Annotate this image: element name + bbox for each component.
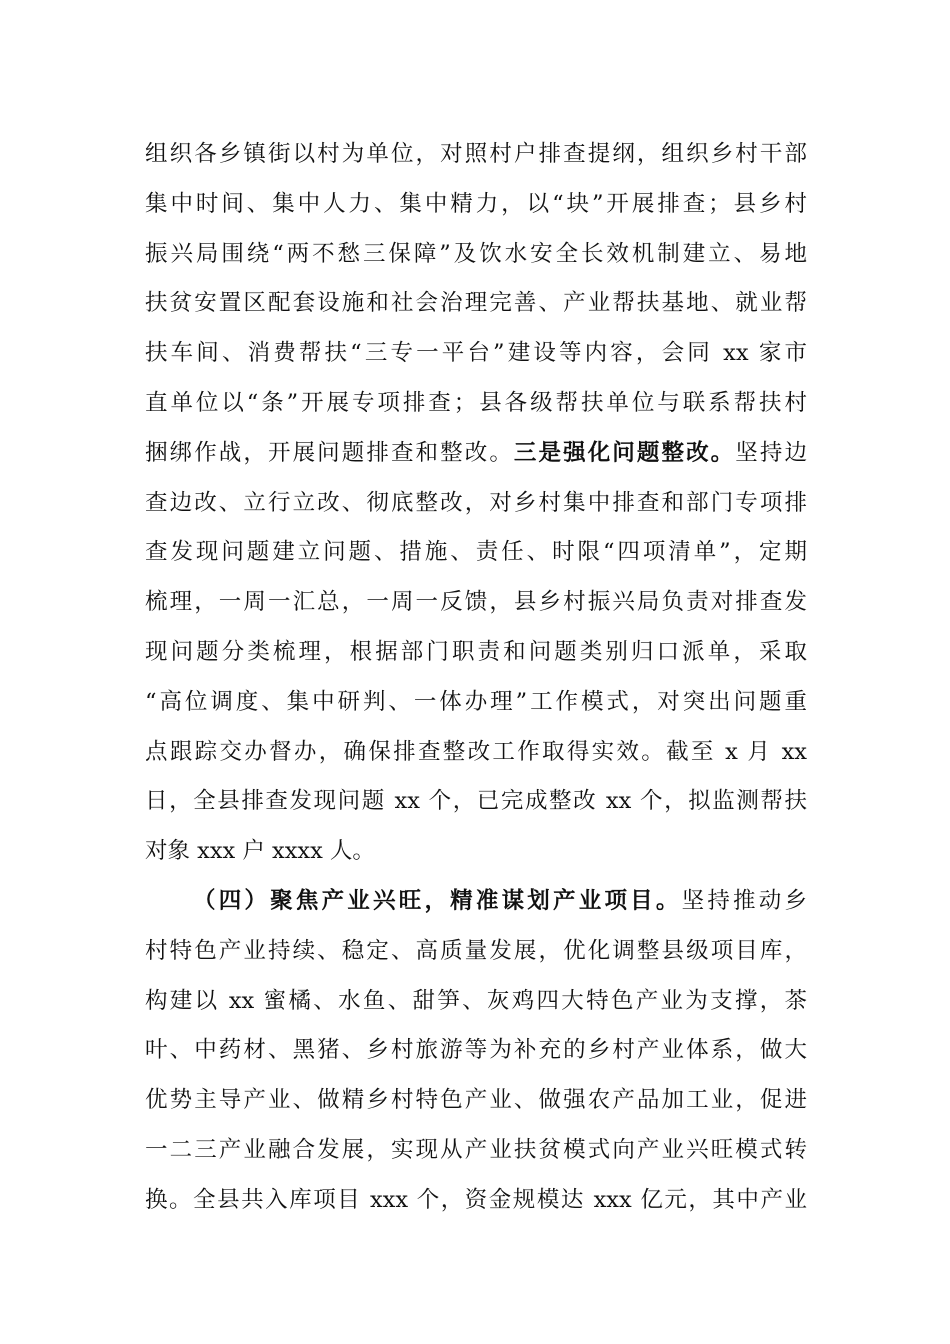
text-segment: 坚持边 [735, 439, 807, 466]
text-line [145, 877, 807, 927]
text-segment: 现问题分类梳理，根据部门职责和问题类别归口派单，采取 [145, 638, 807, 665]
text-line [145, 379, 807, 429]
text-line [145, 977, 807, 1027]
text-segment: 日，全县排查发现问题 xx 个，已完成整改 xx 个，拟监测帮扶 [145, 788, 807, 815]
text-line [145, 329, 807, 379]
text-line [145, 1076, 807, 1126]
text-line [145, 1176, 807, 1226]
text-line [145, 578, 807, 628]
text-line [145, 279, 807, 329]
text-line [145, 130, 807, 180]
bold-heading-text: （四）聚焦产业兴旺，精准谋划产业项目。 [193, 887, 682, 914]
bold-heading-text: 三是强化问题整改。 [513, 439, 736, 466]
text-line [145, 230, 807, 280]
text-segment: 坚持推动乡 [681, 887, 807, 914]
text-segment: 优势主导产业、做精乡村特色产业、做强农产品加工业，促进 [145, 1087, 807, 1114]
text-line [145, 827, 807, 877]
text-segment: 梳理，一周一汇总，一周一反馈，县乡村振兴局负责对排查发 [145, 589, 807, 616]
text-segment: 查发现问题建立问题、措施、责任、时限“四项清单”，定期 [145, 539, 807, 566]
text-line [145, 628, 807, 678]
text-segment: 组织各乡镇街以村为单位，对照村户排查提纲，组织乡村干部 [145, 141, 807, 167]
text-segment: 构建以 xx 蜜橘、水鱼、甜笋、灰鸡四大特色产业为支撑，茶 [145, 987, 807, 1014]
text-segment: 扶贫安置区配套设施和社会治理完善、产业帮扶基地、就业帮 [145, 290, 807, 317]
text-segment: 一二三产业融合发展，实现从产业扶贫模式向产业兴旺模式转 [145, 1136, 807, 1163]
text-line [145, 1126, 807, 1176]
text-line [145, 1026, 807, 1076]
text-line [145, 479, 807, 529]
text-line [145, 728, 807, 778]
text-line [145, 180, 807, 230]
text-line [145, 777, 807, 827]
text-line [145, 927, 807, 977]
text-segment: 对象 xxx 户 xxxx 人。 [145, 838, 375, 865]
text-segment: 换。全县共入库项目 xxx 个，资金规模达 xxx 亿元，其中产业 [145, 1186, 807, 1213]
text-segment: 查边改、立行立改、彻底整改，对乡村集中排查和部门专项排 [145, 489, 807, 516]
text-line [145, 678, 807, 728]
text-line [145, 528, 807, 578]
text-segment: 捆绑作战，开展问题排查和整改。 [145, 439, 514, 466]
text-segment: 扶车间、消费帮扶“三专一平台”建设等内容，会同 xx 家市 [145, 340, 807, 367]
text-line [145, 429, 807, 479]
body-text [145, 130, 807, 1226]
text-segment: 集中时间、集中人力、集中精力，以“块”开展排查；县乡村 [145, 190, 807, 217]
text-segment: 直单位以“条”开展专项排查；县各级帮扶单位与联系帮扶村 [145, 389, 807, 416]
text-segment: 振兴局围绕“两不愁三保障”及饮水安全长效机制建立、易地 [145, 240, 807, 267]
text-segment: 村特色产业持续、稳定、高质量发展，优化调整县级项目库， [145, 937, 807, 964]
text-segment: 点跟踪交办督办，确保排查整改工作取得实效。截至 x 月 xx [145, 738, 807, 765]
text-segment: 叶、中药材、黑猪、乡村旅游等为补充的乡村产业体系，做大 [145, 1037, 807, 1064]
text-segment: “高位调度、集中研判、一体办理”工作模式，对突出问题重 [145, 688, 807, 715]
